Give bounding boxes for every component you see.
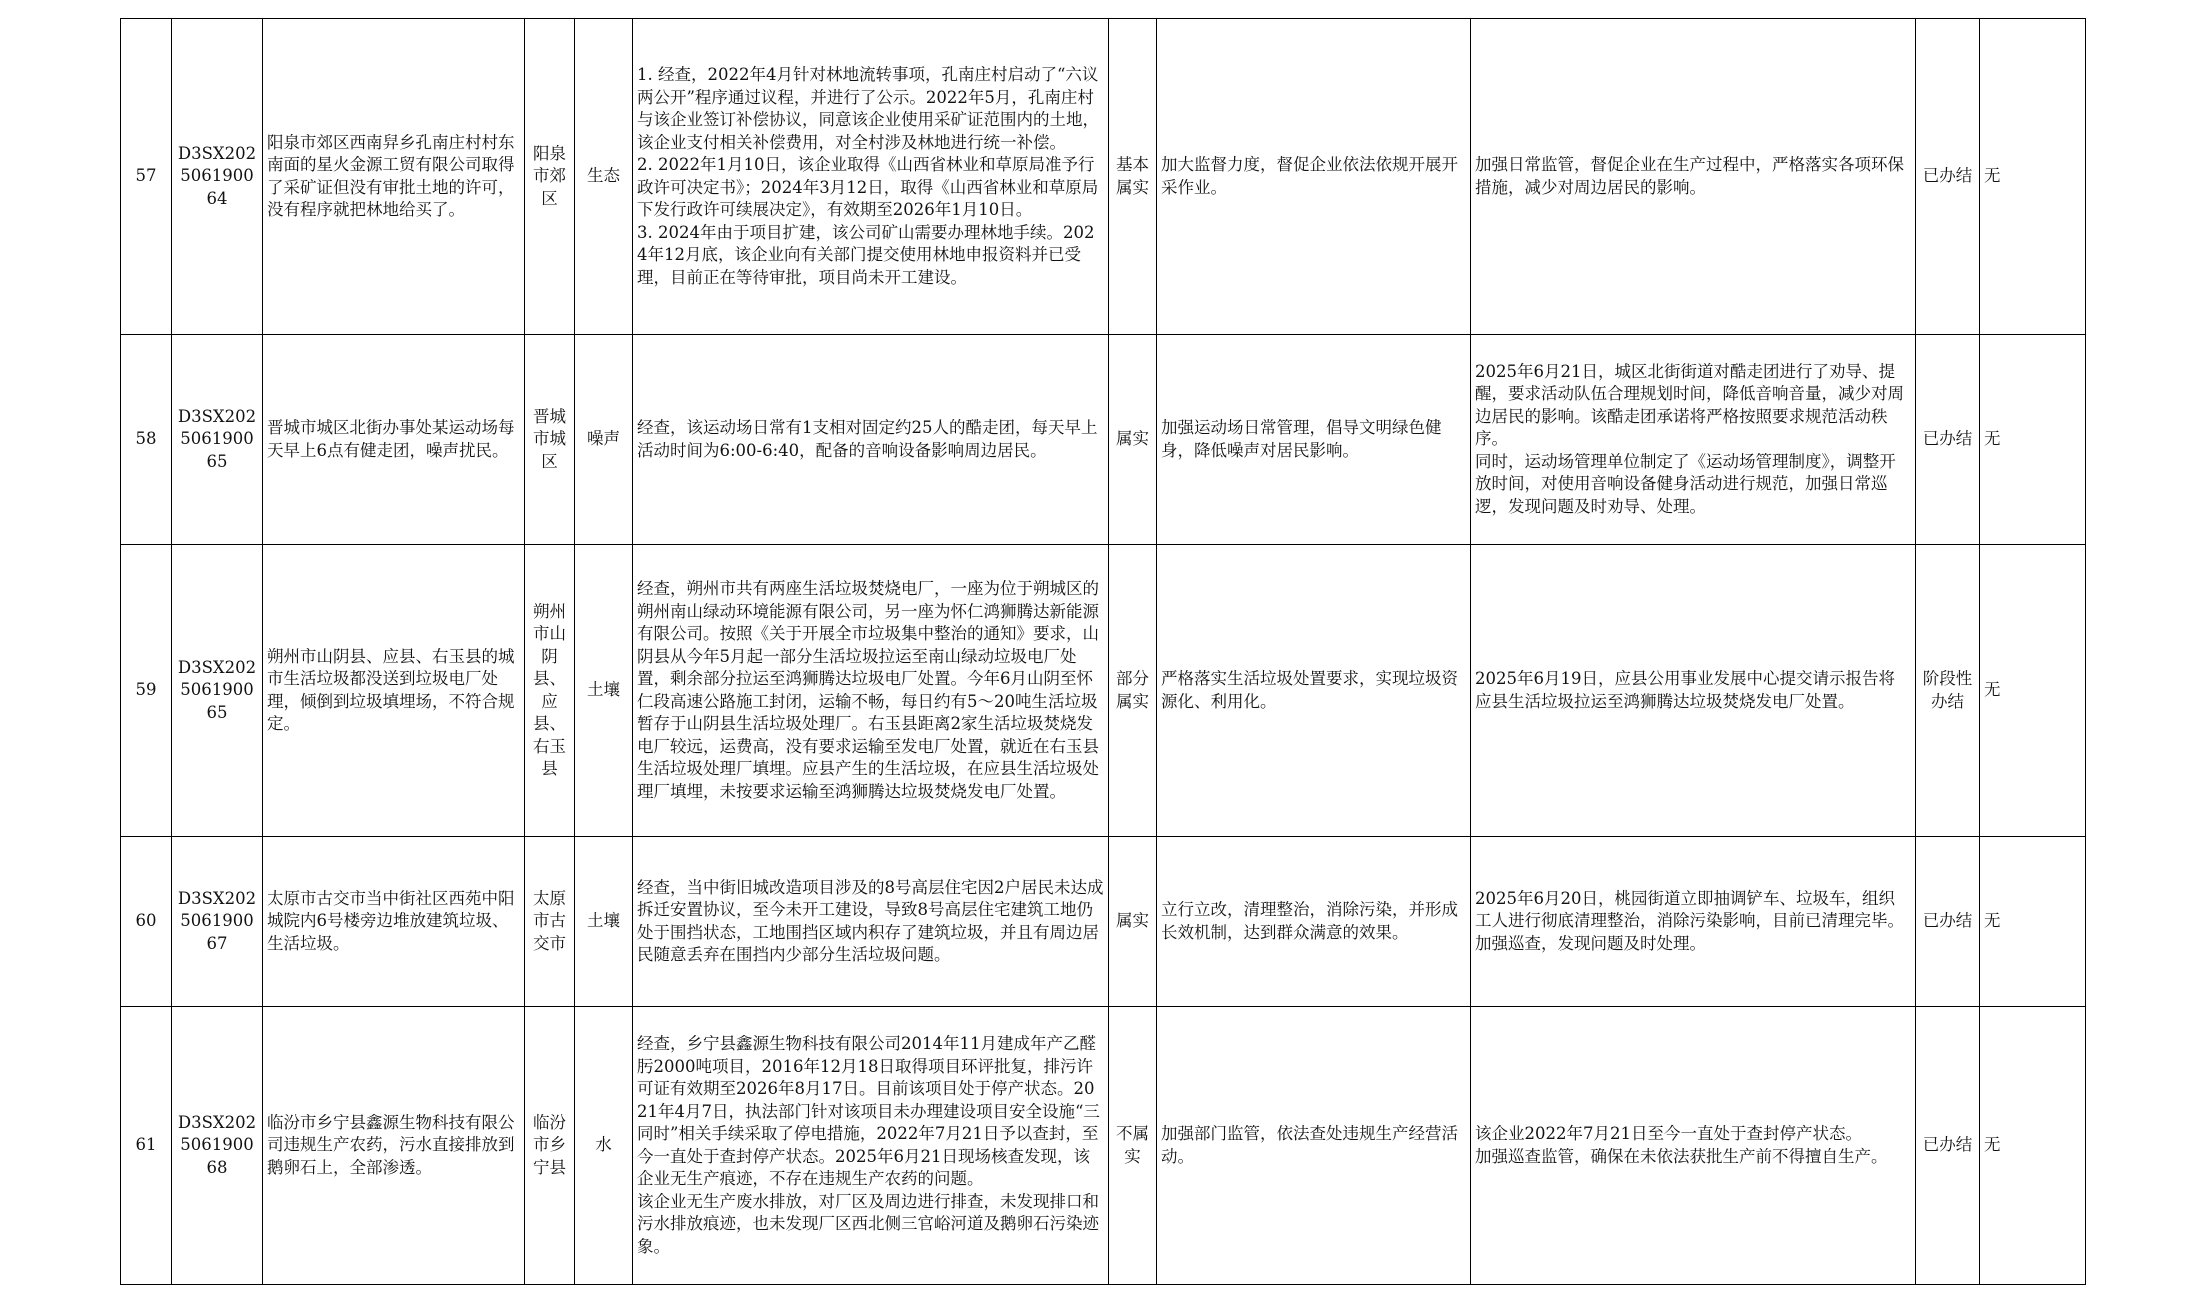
pollution-type: 生态 — [575, 19, 633, 335]
row-number: 59 — [121, 545, 172, 837]
investigation-findings: 经查，该运动场日常有1支相对固定约25人的酷走团，每天早上活动时间为6:00-6:40，配备的音响设备影响周边居民。 — [633, 335, 1109, 545]
completion-status: 阶段性办结 — [1916, 545, 1980, 837]
table-row — [121, 545, 2086, 837]
verdict: 基本属实 — [1109, 19, 1157, 335]
pollution-type: 噪声 — [575, 335, 633, 545]
completion-status: 已办结 — [1916, 19, 1980, 335]
verdict: 属实 — [1109, 335, 1157, 545]
table-row — [121, 1007, 2086, 1285]
rectification-result: 加强日常监管，督促企业在生产过程中，严格落实各项环保措施，减少对周边居民的影响。 — [1471, 19, 1916, 335]
investigation-findings: 经查，乡宁县鑫源生物科技有限公司2014年11月建成年产乙醛肟2000吨项目，2016年12月18日取得项目环评批复，排污许可证有效期至2026年8月17日。目前该项目处于停产状态。2021年4月7日，执法部门针对该项目未办理建设项目安全设施“三同时”相关手续采取了停电措施，2022年7月21日予以查封，至今一直处于查封停产状态。2025年6月21日现场核查发现，该企业无生产痕迹，不存在违规生产农药的问题。 该企业无生产废水排放，对厂区及周边进行排查，未发现排口和污水排放痕迹，也未发现厂区西北侧三官峪河道及鹅卵石污染迹象。 — [633, 1007, 1109, 1285]
verdict: 属实 — [1109, 837, 1157, 1007]
table-row — [121, 335, 2086, 545]
complaint-content: 太原市古交市当中街社区西苑中阳城院内6号楼旁边堆放建筑垃圾、生活垃圾。 — [263, 837, 525, 1007]
row-number: 58 — [121, 335, 172, 545]
row-number: 60 — [121, 837, 172, 1007]
rectification-measures: 加强部门监管，依法查处违规生产经营活动。 — [1157, 1007, 1471, 1285]
accountability: 无 — [1980, 545, 2086, 837]
accountability: 无 — [1980, 335, 2086, 545]
row-number: 57 — [121, 19, 172, 335]
complaint-content: 晋城市城区北街办事处某运动场每天早上6点有健走团，噪声扰民。 — [263, 335, 525, 545]
pollution-type: 水 — [575, 1007, 633, 1285]
rectification-measures: 加大监督力度，督促企业依法依规开展开采作业。 — [1157, 19, 1471, 335]
table-row — [121, 837, 2086, 1007]
accountability: 无 — [1980, 837, 2086, 1007]
administrative-area: 太原市古交市 — [525, 837, 575, 1007]
investigation-findings: 经查，当中街旧城改造项目涉及的8号高层住宅因2户居民未达成拆迁安置协议，至今未开工建设，导致8号高层住宅建筑工地仍处于围挡状态，工地围挡区域内积存了建筑垃圾，并且有周边居民随意丢弃在围挡内少部分生活垃圾问题。 — [633, 837, 1109, 1007]
row-number: 61 — [121, 1007, 172, 1285]
case-code: D3SX2025061900 67 — [172, 837, 263, 1007]
completion-status: 已办结 — [1916, 335, 1980, 545]
investigation-findings: 经查，朔州市共有两座生活垃圾焚烧电厂，一座为位于朔城区的朔州南山绿动环境能源有限公司，另一座为怀仁鸿狮腾达新能源有限公司。按照《关于开展全市垃圾集中整治的通知》要求，山阴县从今年5月起一部分生活垃圾拉运至南山绿动垃圾电厂处置，剩余部分拉运至鸿狮腾达垃圾电厂处置。今年6月山阴至怀仁段高速公路施工封闭，运输不畅，每日约有5～20吨生活垃圾暂存于山阴县生活垃圾处理厂。右玉县距离2家生活垃圾焚烧发电厂较远，运费高，没有要求运输至发电厂处置，就近在右玉县生活垃圾处理厂填埋。应县产生的生活垃圾，在应县生活垃圾处理厂填埋，未按要求运输至鸿狮腾达垃圾焚烧发电厂处置。 — [633, 545, 1109, 837]
case-code: D3SX2025061900 68 — [172, 1007, 263, 1285]
accountability: 无 — [1980, 19, 2086, 335]
rectification-measures: 严格落实生活垃圾处置要求，实现垃圾资源化、利用化。 — [1157, 545, 1471, 837]
administrative-area: 阳泉市郊区 — [525, 19, 575, 335]
rectification-result: 该企业2022年7月21日至今一直处于查封停产状态。 加强巡查监管，确保在未依法获批生产前不得擅自生产。 — [1471, 1007, 1916, 1285]
case-code: D3SX2025061900 64 — [172, 19, 263, 335]
complaint-content: 阳泉市郊区西南舁乡孔南庄村村东南面的星火金源工贸有限公司取得了采矿证但没有审批土地的许可，没有程序就把林地给买了。 — [263, 19, 525, 335]
administrative-area: 临汾市乡宁县 — [525, 1007, 575, 1285]
rectification-measures: 立行立改，清理整治，消除污染，并形成长效机制，达到群众满意的效果。 — [1157, 837, 1471, 1007]
administrative-area: 朔州市山阴县、应县、右玉县 — [525, 545, 575, 837]
administrative-area: 晋城市城区 — [525, 335, 575, 545]
investigation-findings: 1. 经查，2022年4月针对林地流转事项，孔南庄村启动了“六议两公开”程序通过议程，并进行了公示。2022年5月，孔南庄村与该企业签订补偿协议，同意该企业使用采矿证范围内的土地，该企业支付相关补偿费用，对全村涉及林地进行统一补偿。 2. 2022年1月10日，该企业取得《山西省林业和草原局准予行政许可决定书》；2024年3月12日，取得《山西省林业和草原局下发行政许可续展决定》，有效期至2026年1月10日。 3. 2024年由于项目扩建，该公司矿山需要办理林地手续。2024年12月底，该企业向有关部门提交使用林地申报资料并已受理，目前正在等待审批，项目尚未开工建设。 — [633, 19, 1109, 335]
complaint-table — [120, 18, 2086, 1285]
completion-status: 已办结 — [1916, 1007, 1980, 1285]
accountability: 无 — [1980, 1007, 2086, 1285]
rectification-measures: 加强运动场日常管理，倡导文明绿色健身，降低噪声对居民影响。 — [1157, 335, 1471, 545]
verdict: 不属实 — [1109, 1007, 1157, 1285]
rectification-result: 2025年6月21日，城区北街街道对酷走团进行了劝导、提醒，要求活动队伍合理规划时间，降低音响音量，减少对周边居民的影响。该酷走团承诺将严格按照要求规范活动秩序。 同时，运动场管理单位制定了《运动场管理制度》，调整开放时间，对使用音响设备健身活动进行规范，加强日常巡逻，发现问题及时劝导、处理。 — [1471, 335, 1916, 545]
case-code: D3SX2025061900 65 — [172, 335, 263, 545]
table-row — [121, 19, 2086, 335]
complaint-content: 临汾市乡宁县鑫源生物科技有限公司违规生产农药，污水直接排放到鹅卵石上，全部渗透。 — [263, 1007, 525, 1285]
pollution-type: 土壤 — [575, 545, 633, 837]
verdict: 部分属实 — [1109, 545, 1157, 837]
case-code: D3SX2025061900 65 — [172, 545, 263, 837]
complaint-content: 朔州市山阴县、应县、右玉县的城市生活垃圾都没送到垃圾电厂处理，倾倒到垃圾填埋场，不符合规定。 — [263, 545, 525, 837]
pollution-type: 土壤 — [575, 837, 633, 1007]
rectification-result: 2025年6月20日，桃园街道立即抽调铲车、垃圾车，组织工人进行彻底清理整治，消除污染影响，目前已清理完毕。加强巡查，发现问题及时处理。 — [1471, 837, 1916, 1007]
rectification-result: 2025年6月19日，应县公用事业发展中心提交请示报告将应县生活垃圾拉运至鸿狮腾达垃圾焚烧发电厂处置。 — [1471, 545, 1916, 837]
completion-status: 已办结 — [1916, 837, 1980, 1007]
